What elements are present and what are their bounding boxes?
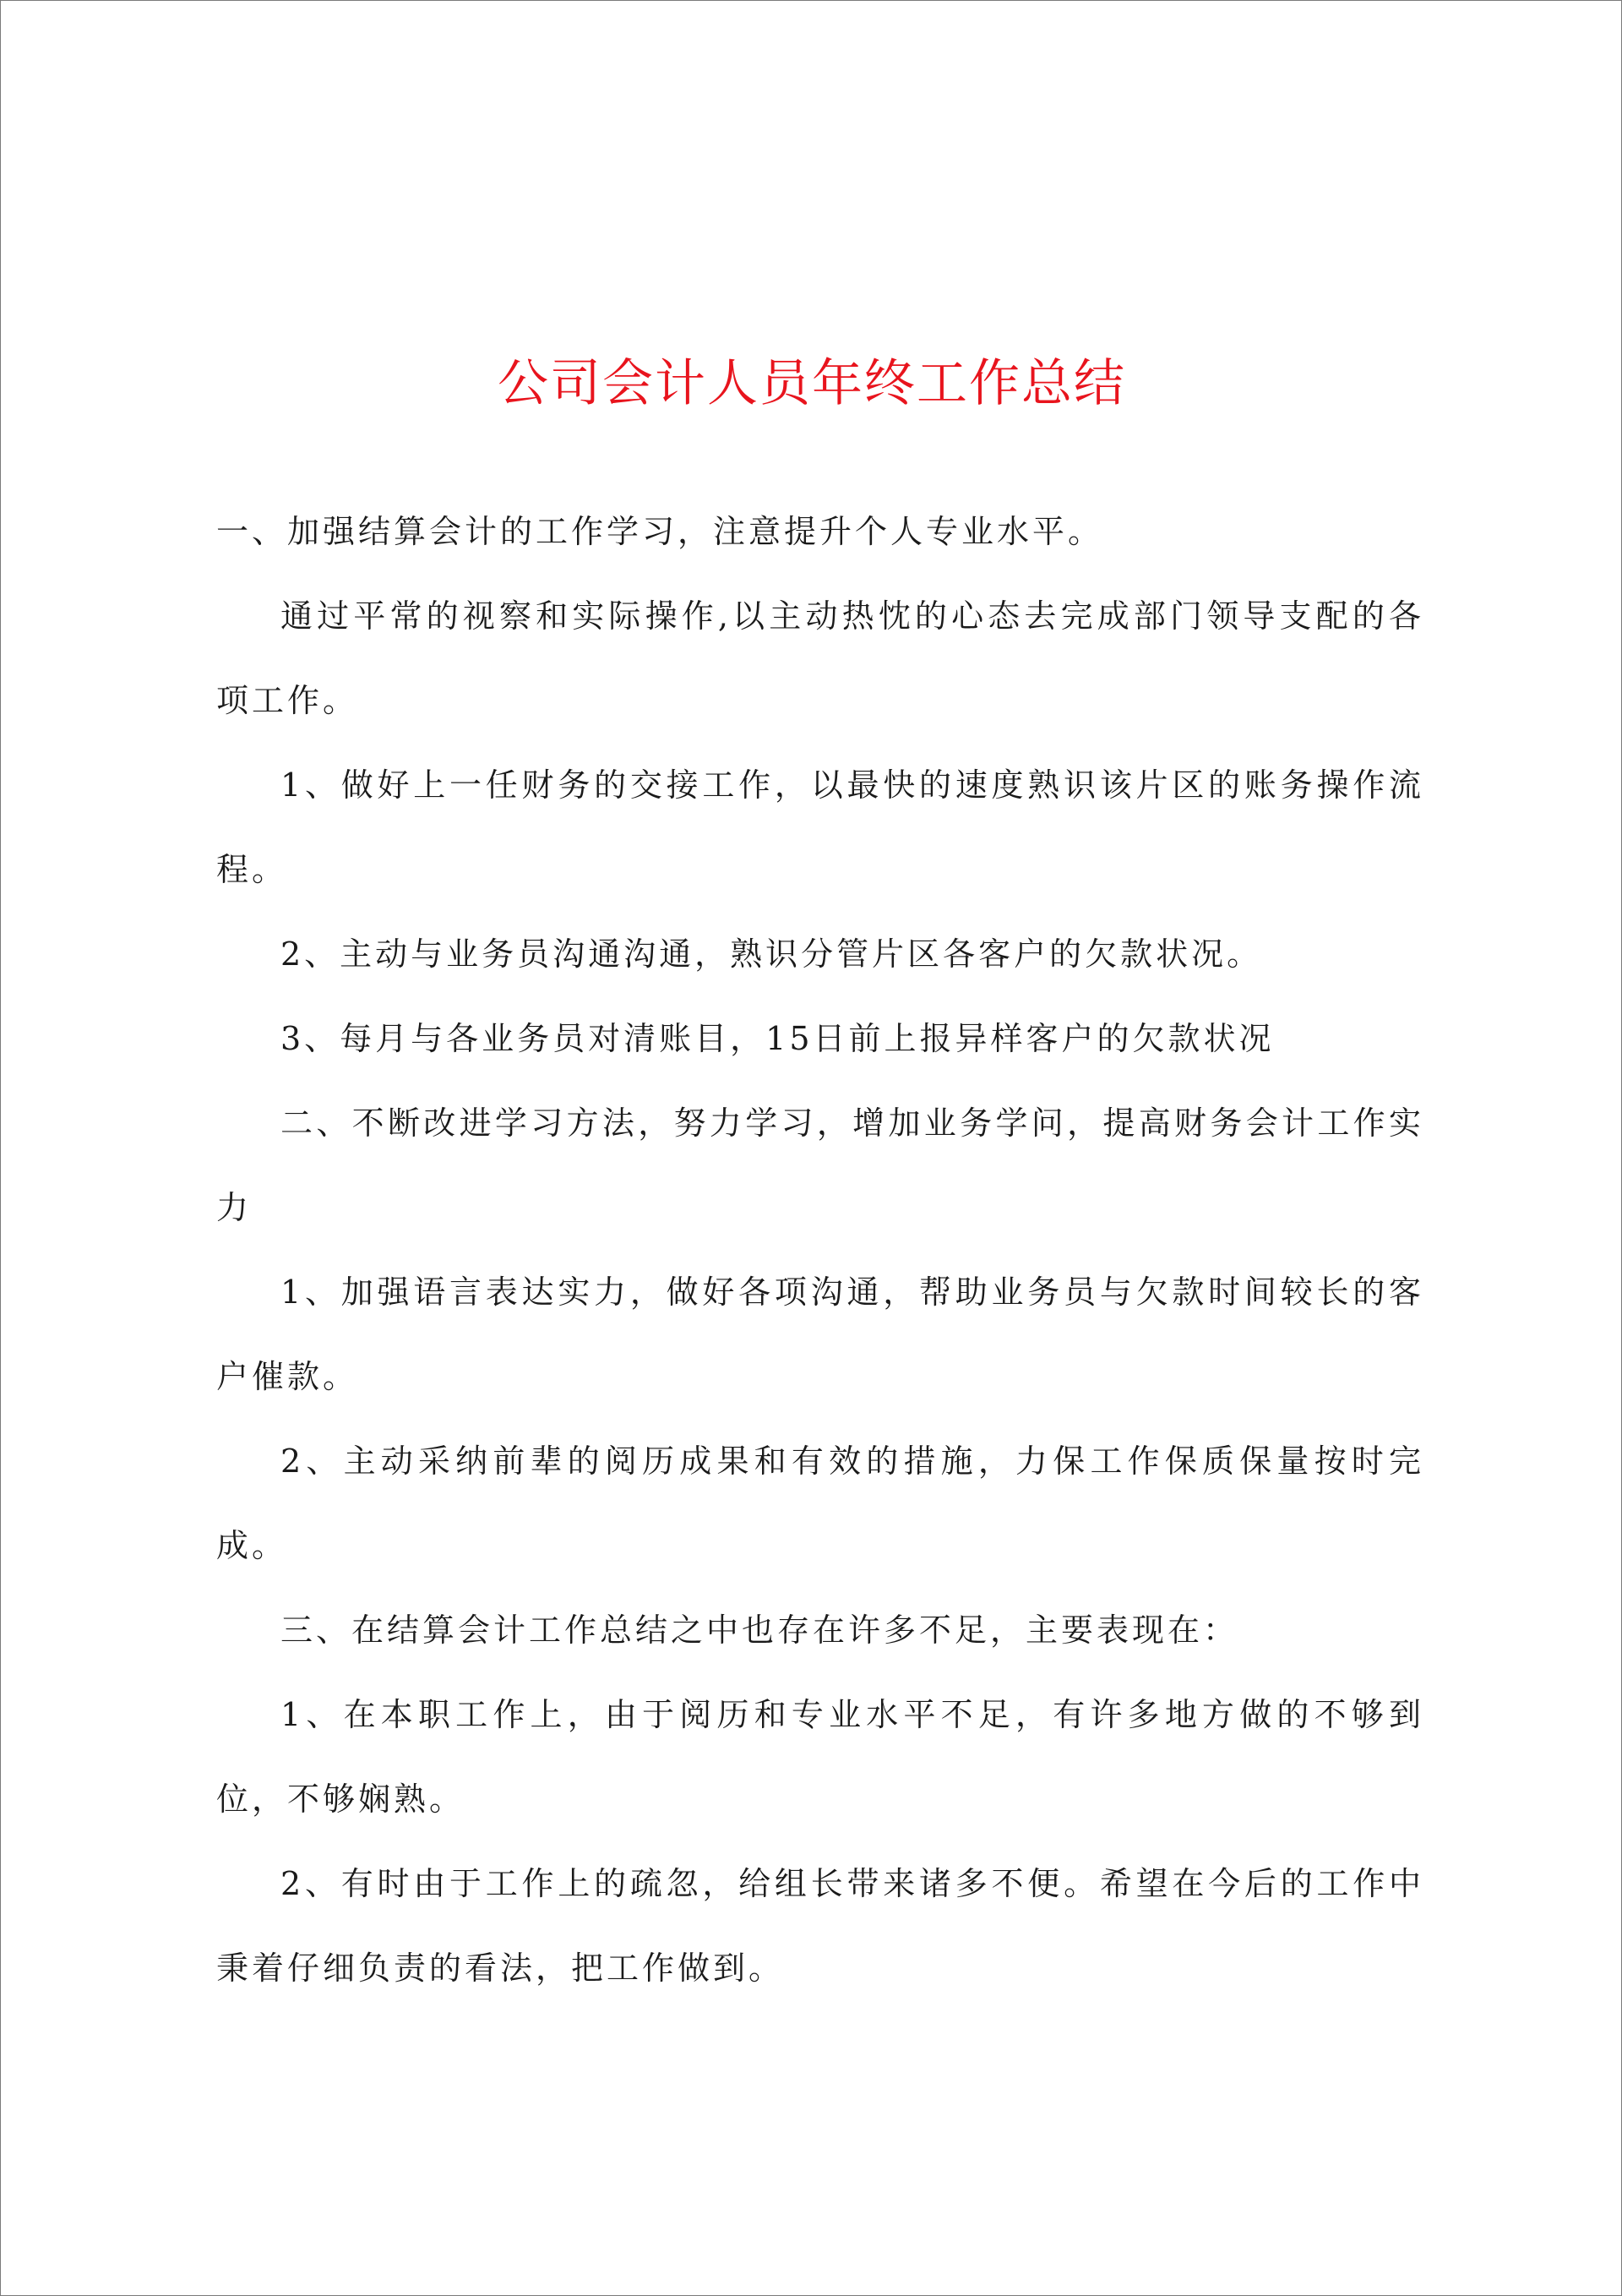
list-item: 2、有时由于工作上的疏忽，给组长带来诸多不便。希望在今后的工作中秉着仔细负责的看法，把工作做到。: [216, 1865, 1424, 1987]
list-item: 2、主动与业务员沟通沟通，熟识分管片区各客户的欠款状况。: [280, 935, 1263, 973]
list-item: 2、主动采纳前辈的阅历成果和有效的措施，力保工作保质保量按时完成。: [216, 1442, 1424, 1564]
list-item: 3、每月与各业务员对清账目，15日前上报异样客户的欠款状况: [280, 1020, 1275, 1057]
section-heading-3: 三、在结算会计工作总结之中也存在许多不足，主要表现在：: [280, 1612, 1239, 1649]
section-heading-2: 二、不断改进学习方法，努力学习，增加业务学问，提高财务会计工作实力: [216, 1104, 1424, 1226]
list-item: 1、做好上一任财务的交接工作，以最快的速度熟识该片区的账务操作流程。: [216, 766, 1424, 888]
list-item: 1、加强语言表达实力，做好各项沟通，帮助业务员与欠款时间较长的客户催款。: [216, 1273, 1424, 1395]
paragraph: 通过平常的视察和实际操作,以主动热忱的心态去完成部门领导支配的各项工作。: [216, 597, 1424, 719]
section-heading-1: 一、加强结算会计的工作学习，注意提升个人专业水平。: [216, 513, 1104, 550]
document-body: [216, 489, 1424, 2010]
list-item: 1、在本职工作上，由于阅历和专业水平不足，有许多地方做的不够到位，不够娴熟。: [216, 1696, 1424, 1818]
document-title: 公司会计人员年终工作总结: [498, 354, 1126, 413]
